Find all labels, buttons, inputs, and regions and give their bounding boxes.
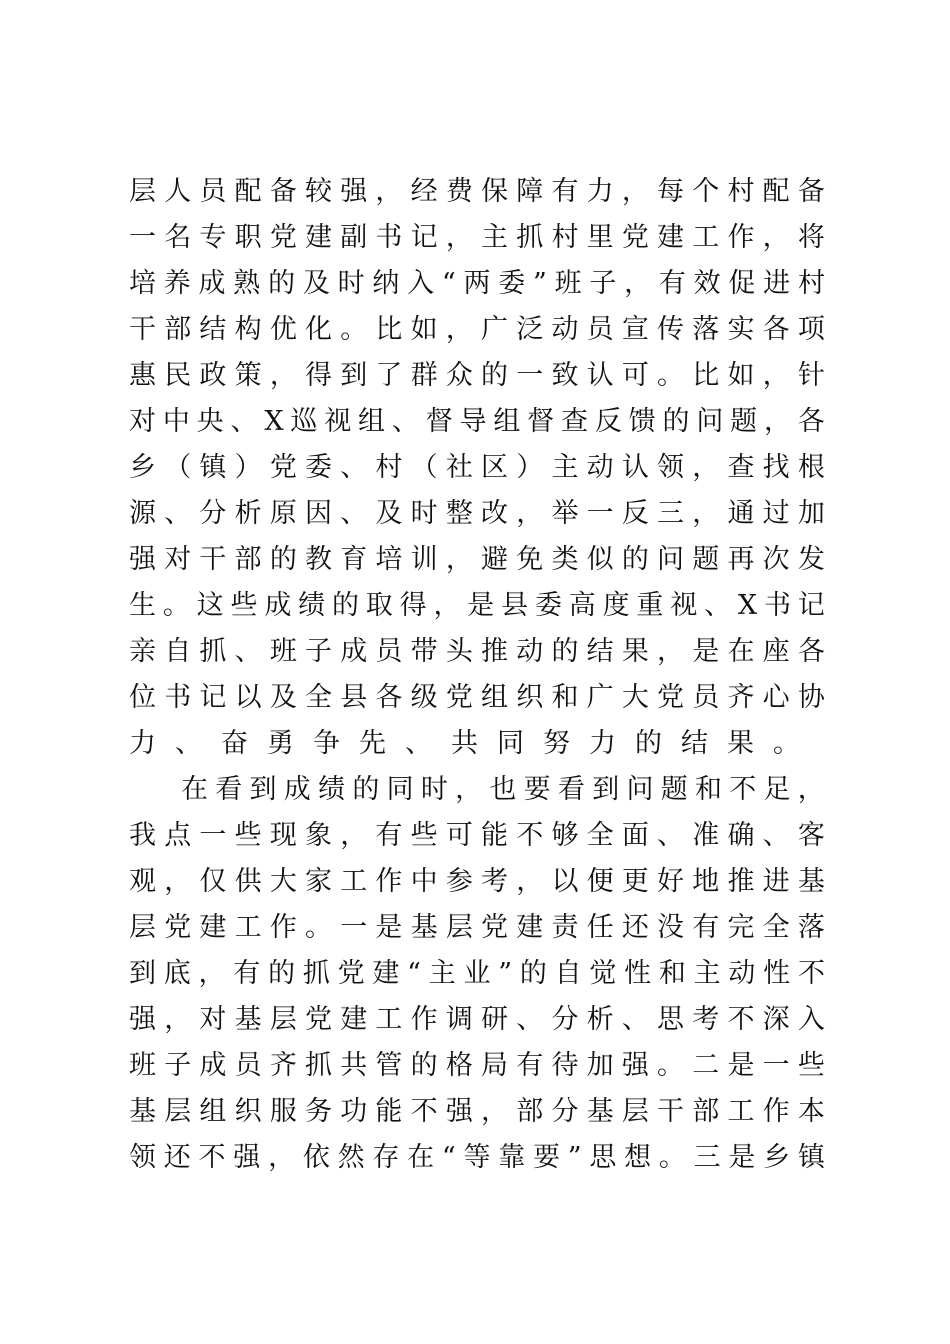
- text-line: 一 名 专 职 党 建 副 书 记 ， 主 抓 村 里 党 建 工 作 ， 将: [129, 222, 825, 253]
- text-line: 班 子 成 员 齐 抓 共 管 的 格 局 有 待 加 强 。 二 是 一 些: [129, 1050, 825, 1081]
- text-line: 到 底 ， 有 的 抓 党 建 “ 主 业 ” 的 自 觉 性 和 主 动 性 不: [129, 958, 825, 989]
- text-line: 观 ， 仅 供 大 家 工 作 中 参 考 ， 以 便 更 好 地 推 进 基: [129, 866, 825, 897]
- text-line: 力 、 奋 勇 争 先 、 共 同 努 力 的 结 果 。: [129, 728, 800, 759]
- text-line: 位 书 记 以 及 全 县 各 级 党 组 织 和 广 大 党 员 齐 心 协: [129, 682, 825, 713]
- text-line: 对 中 央 、 X 巡 视 组 、 督 导 组 督 查 反 馈 的 问 题 ， 各: [129, 406, 825, 437]
- text-line: 乡 （ 镇 ） 党 委 、 村 （ 社 区 ） 主 动 认 领 ， 查 找 根: [129, 452, 825, 483]
- text-line: 层 人 员 配 备 较 强 ， 经 费 保 障 有 力 ， 每 个 村 配 备: [129, 176, 825, 207]
- text-line: 我 点 一 些 现 象 ， 有 些 可 能 不 够 全 面 、 准 确 、 客: [129, 820, 825, 851]
- paragraph-first-line: 在 看 到 成 绩 的 同 时 ， 也 要 看 到 问 题 和 不 足 ，: [181, 774, 825, 805]
- text-line: 惠 民 政 策 ， 得 到 了 群 众 的 一 致 认 可 。 比 如 ， 针: [129, 360, 825, 391]
- text-line: 层 党 建 工 作 。 一 是 基 层 党 建 责 任 还 没 有 完 全 落: [129, 912, 825, 943]
- text-line: 强 对 干 部 的 教 育 培 训 ， 避 免 类 似 的 问 题 再 次 发: [129, 544, 825, 575]
- text-line: 领 还 不 强 ， 依 然 存 在 “ 等 靠 要 ” 思 想 。 三 是 乡 镇: [129, 1142, 825, 1173]
- text-line: 干 部 结 构 优 化 。 比 如 ， 广 泛 动 员 宣 传 落 实 各 项: [129, 314, 825, 345]
- text-line: 生 。 这 些 成 绩 的 取 得 ， 是 县 委 高 度 重 视 、 X 书 记: [129, 590, 825, 621]
- text-line: 基 层 组 织 服 务 功 能 不 强 ， 部 分 基 层 干 部 工 作 本: [129, 1096, 825, 1127]
- text-line: 培 养 成 熟 的 及 时 纳 入 “ 两 委 ” 班 子 ， 有 效 促 进 村: [129, 268, 825, 299]
- text-line: 强 ， 对 基 层 党 建 工 作 调 研 、 分 析 、 思 考 不 深 入: [129, 1004, 825, 1035]
- text-line: 亲 自 抓 、 班 子 成 员 带 头 推 动 的 结 果 ， 是 在 座 各: [129, 636, 825, 667]
- text-line: 源 、 分 析 原 因 、 及 时 整 改 ， 举 一 反 三 ， 通 过 加: [129, 498, 825, 529]
